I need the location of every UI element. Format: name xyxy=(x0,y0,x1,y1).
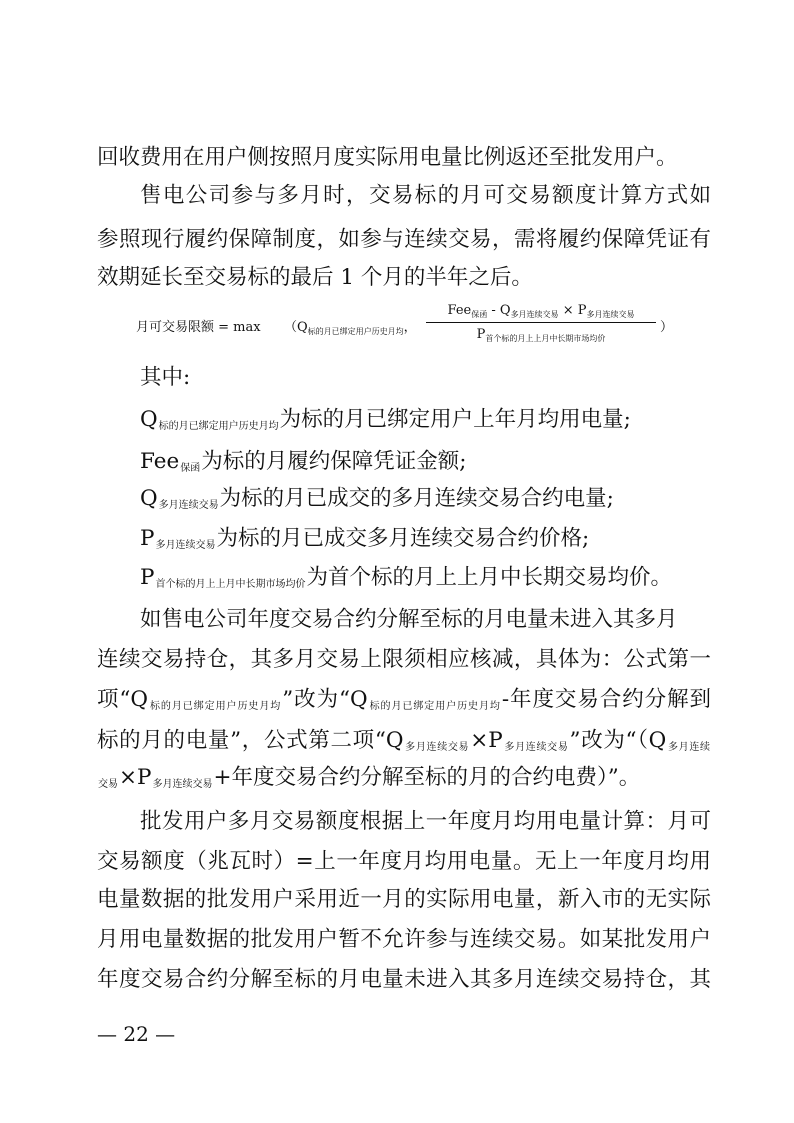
formula-numerator xyxy=(426,300,656,323)
minus-q: - Q xyxy=(487,303,511,318)
paragraph-line xyxy=(140,802,711,842)
line-text: 为标的月履约保障凭证金额; xyxy=(201,449,467,474)
paragraph-line xyxy=(140,400,711,440)
paragraph-line xyxy=(97,920,711,960)
subscript-text: 标的月已绑定用户历史月均 xyxy=(149,701,282,712)
line-text: 项“Q xyxy=(97,687,149,712)
formula-first-term xyxy=(284,316,417,337)
paragraph-line xyxy=(97,640,711,680)
q-sub: 多月连续交易 xyxy=(510,310,559,319)
line-text: 售电公司参与多月时，交易标的月可交易额度计算方式如 xyxy=(140,183,711,208)
subscript-text: 多月连续交易 xyxy=(155,540,216,551)
subscript-text: 交易 xyxy=(98,779,118,790)
times-p: × P xyxy=(558,303,587,318)
formula-fraction xyxy=(426,300,656,345)
line-text: -年度交易合约分解到 xyxy=(501,687,711,712)
formula-lhs: 月可交易限额 = max xyxy=(136,320,261,335)
paragraph-line xyxy=(97,960,711,1000)
line-text: ×P xyxy=(470,728,503,753)
line-text: 批发用户多月交易额度根据上一年度月均用电量计算：月可 xyxy=(140,809,711,834)
page-number: — 22 — xyxy=(97,1022,176,1046)
paragraph-line xyxy=(140,558,711,598)
fee: Fee xyxy=(447,303,472,318)
quota-formula xyxy=(136,300,676,350)
line-text: Fee xyxy=(140,449,180,474)
line-text: 参照现行履约保障制度，如参与连续交易，需将履约保障凭证有 xyxy=(97,227,711,252)
subscript-text: 首个标的月上上月中长期市场均价 xyxy=(155,579,306,590)
paragraph-line xyxy=(97,842,711,882)
line-text: 其中: xyxy=(140,365,191,390)
line-text: 为标的月已成交多月连续交易合约价格; xyxy=(216,526,590,551)
line-text: ×P xyxy=(119,765,152,790)
fee-sub: 保函 xyxy=(471,310,488,319)
formula-close-paren: ） xyxy=(660,320,674,335)
subscript-text: 保函 xyxy=(180,463,201,474)
line-text: 月用电量数据的批发用户暂不允许参与连续交易。如某批发用户 xyxy=(97,927,711,952)
paragraph-line xyxy=(140,442,711,482)
den-p-sub: 首个标的月上上月中长期市场均价 xyxy=(485,334,606,343)
den-p: P xyxy=(476,327,486,342)
line-text: P xyxy=(140,526,155,551)
p-sub: 多月连续交易 xyxy=(586,310,635,319)
subscript-text: 多月连续交易 xyxy=(404,742,470,753)
paragraph-line xyxy=(97,758,711,798)
paragraph-line xyxy=(97,220,711,260)
line-text: 连续交易持仓，其多月交易上限须相应核减，具体为：公式第一 xyxy=(97,647,711,672)
paragraph-line xyxy=(97,880,711,920)
line-text: 为首个标的月上上月中长期交易均价。 xyxy=(306,565,672,590)
line-text: ”改为“（Q xyxy=(569,728,667,753)
line-text: P xyxy=(140,565,155,590)
paragraph-line xyxy=(140,600,711,640)
line-text: 标的月的电量”，公式第二项“Q xyxy=(97,728,404,753)
paragraph-line xyxy=(97,138,711,178)
subscript-text: 多月连续交易 xyxy=(503,742,569,753)
paragraph-line xyxy=(140,176,711,216)
subscript-text: 标的月已绑定用户历史月均 xyxy=(368,701,501,712)
line-text: +年度交易合约分解至标的月的合约电费）”。 xyxy=(213,765,641,790)
line-text: 为标的月已绑定用户上年月均用电量; xyxy=(279,407,631,432)
line-text: 效期延长至交易标的最后 1 个月的半年之后。 xyxy=(97,265,533,290)
subscript-text: 标的月已绑定用户历史月均 xyxy=(158,421,279,432)
formula-denominator xyxy=(426,323,656,345)
line-text: Q xyxy=(140,407,158,432)
line-text: 电量数据的批发用户采用近一月的实际用电量，新入市的无实际 xyxy=(97,887,711,912)
paragraph-line xyxy=(97,721,711,761)
formula-q-sub: 标的月已绑定用户历史月均 xyxy=(307,327,404,336)
line-text: 交易额度（兆瓦时）=上一年度月均用电量。无上一年度月均用 xyxy=(97,849,711,874)
formula-comma: ， xyxy=(403,320,417,335)
line-text: Q xyxy=(140,486,158,511)
paragraph-line xyxy=(140,479,711,519)
subscript-text: 多月连续 xyxy=(667,742,711,753)
paragraph-line xyxy=(97,258,711,298)
subscript-text: 多月连续交易 xyxy=(152,779,213,790)
paragraph-line xyxy=(97,680,711,720)
formula-q: （Q xyxy=(284,320,308,335)
line-text: 为标的月已成交的多月连续交易合约电量; xyxy=(219,486,614,511)
line-text: 如售电公司年度交易合约分解至标的月电量未进入其多月 xyxy=(140,607,678,632)
paragraph-line xyxy=(140,358,711,398)
paragraph-line xyxy=(140,519,711,559)
subscript-text: 多月连续交易 xyxy=(158,500,219,511)
line-text: 回收费用在用户侧按照月度实际用电量比例返还至批发用户。 xyxy=(97,145,678,170)
line-text: 年度交易合约分解至标的月电量未进入其多月连续交易持仓，其 xyxy=(97,967,711,992)
line-text: ”改为“Q xyxy=(282,687,368,712)
